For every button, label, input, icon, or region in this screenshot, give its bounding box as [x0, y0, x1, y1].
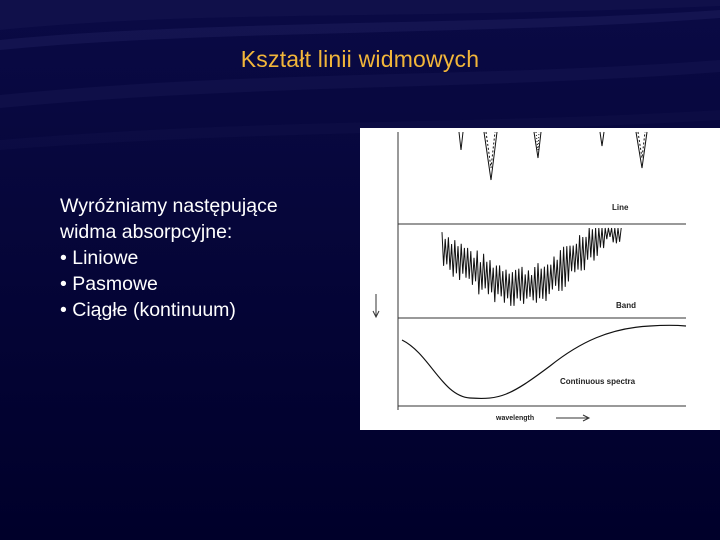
right-arrow-icon	[556, 415, 589, 421]
bullet-item	[60, 271, 360, 297]
bullet-marker: •	[60, 247, 67, 269]
bullet-marker: •	[60, 299, 67, 321]
axis-label-wavelength: wavelength	[496, 415, 535, 422]
bullet-text: Liniowe	[72, 247, 139, 269]
continuous-spectrum	[402, 325, 686, 398]
intro-line: widma absorpcyjne:	[60, 221, 233, 243]
slide-title: Kształt linii widmowych	[240, 46, 480, 72]
panel-label-line: Line	[612, 203, 629, 212]
panel-label-band: Band	[616, 301, 636, 310]
bullet-text: Ciągłe (kontinuum)	[72, 299, 236, 321]
line-spectrum	[459, 132, 647, 180]
bullet-marker: •	[60, 273, 67, 295]
spectra-figure	[360, 128, 720, 430]
band-spectrum	[442, 228, 621, 306]
down-arrow-icon	[373, 294, 379, 317]
bullet-text: Pasmowe	[72, 273, 158, 295]
intro-line: Wyróżniamy następujące	[60, 195, 278, 217]
bullet-item	[60, 297, 360, 323]
panel-label-continuous: Continuous spectra	[560, 377, 636, 386]
bullet-item	[60, 245, 360, 271]
body-text	[60, 193, 360, 323]
spectra-diagram	[360, 128, 720, 430]
